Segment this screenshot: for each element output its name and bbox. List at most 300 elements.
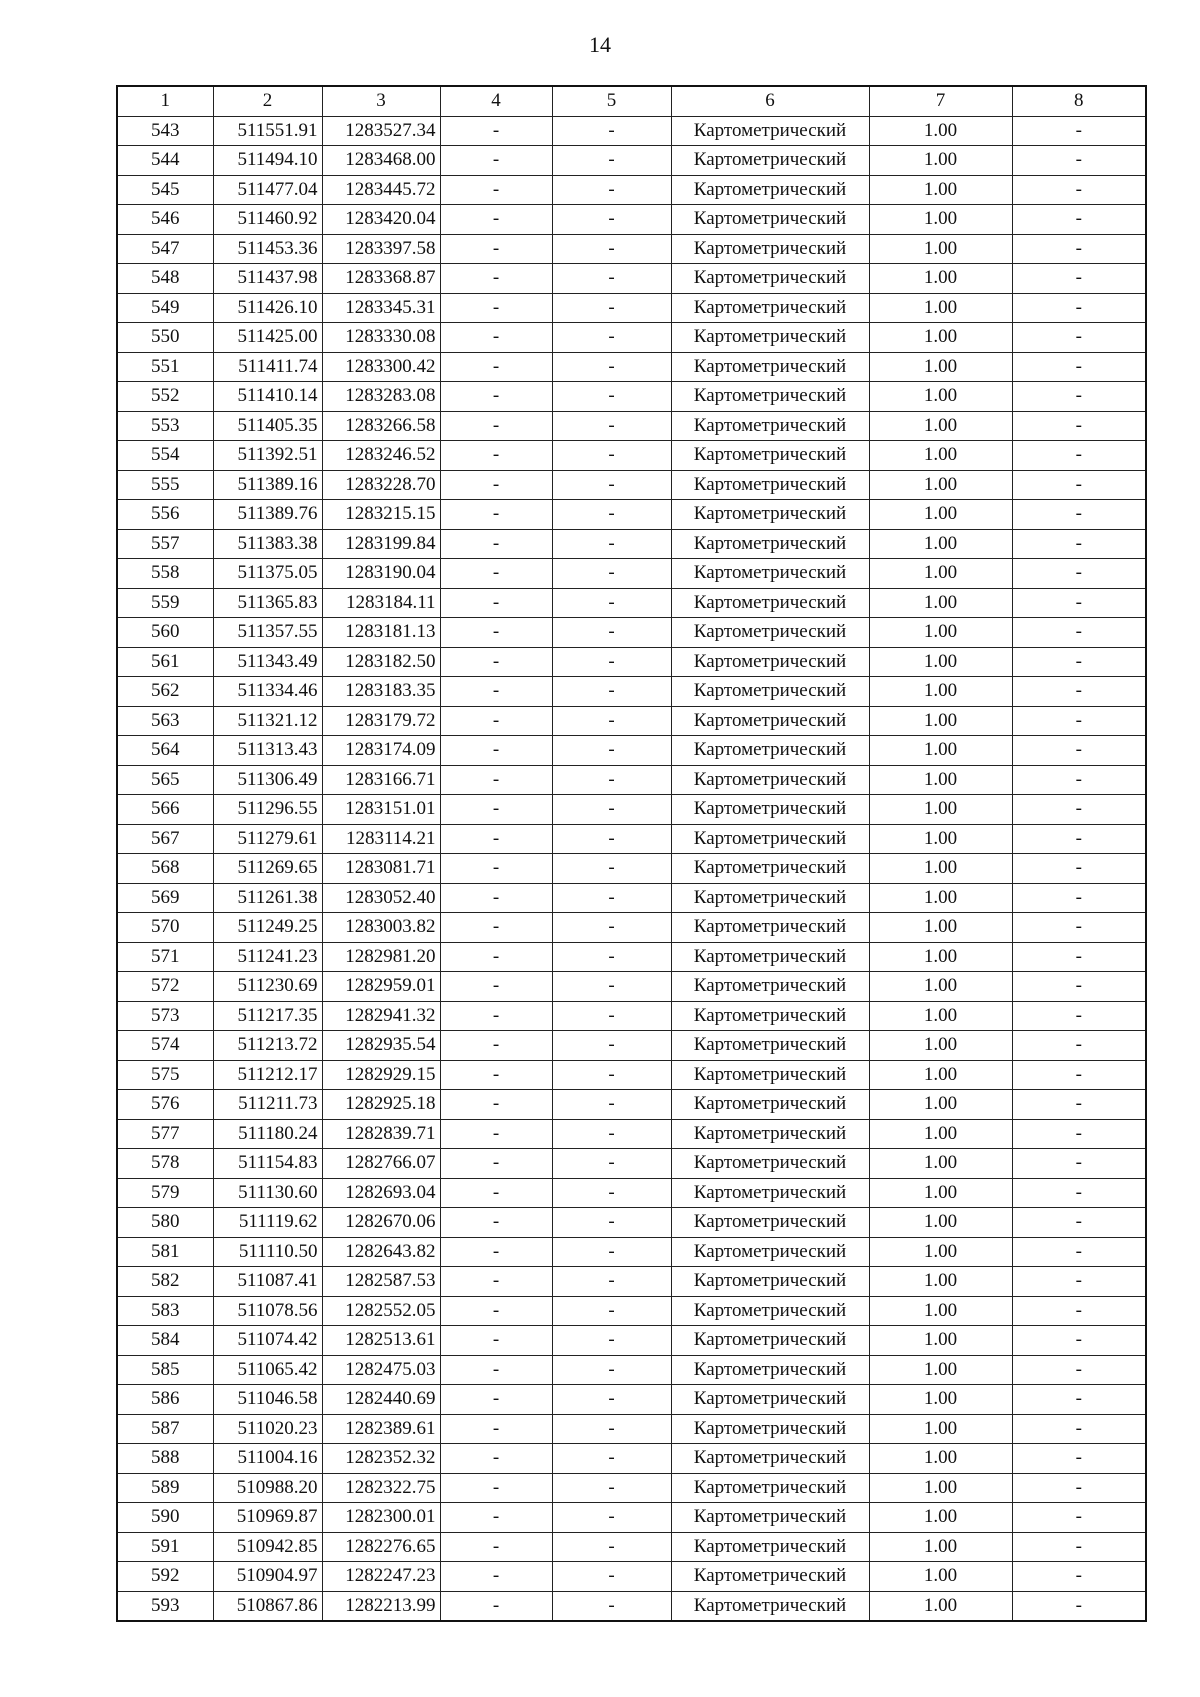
cell-point-number: 587 — [117, 1414, 213, 1444]
cell-point-number: 549 — [117, 293, 213, 323]
table-row — [117, 1267, 1146, 1297]
cell-col-8: - — [1012, 1473, 1146, 1503]
cell-coord-x: 511074.42 — [213, 1326, 322, 1356]
cell-point-number: 586 — [117, 1385, 213, 1415]
cell-point-number: 554 — [117, 441, 213, 471]
cell-col-5: - — [552, 854, 671, 884]
cell-coord-y: 1283215.15 — [322, 500, 440, 530]
cell-method: Картометрический — [671, 1060, 869, 1090]
cell-accuracy: 1.00 — [869, 264, 1012, 294]
cell-col-8: - — [1012, 470, 1146, 500]
cell-col-5: - — [552, 1326, 671, 1356]
table-body — [117, 116, 1146, 1621]
table-row — [117, 824, 1146, 854]
cell-accuracy: 1.00 — [869, 116, 1012, 146]
cell-col-8: - — [1012, 1178, 1146, 1208]
cell-coord-y: 1282925.18 — [322, 1090, 440, 1120]
cell-col-5: - — [552, 293, 671, 323]
table-row — [117, 470, 1146, 500]
cell-coord-x: 511453.36 — [213, 234, 322, 264]
table-row — [117, 854, 1146, 884]
cell-coord-y: 1282839.71 — [322, 1119, 440, 1149]
cell-coord-y: 1283420.04 — [322, 205, 440, 235]
cell-col-8: - — [1012, 795, 1146, 825]
cell-col-4: - — [440, 824, 552, 854]
cell-col-8: - — [1012, 765, 1146, 795]
cell-accuracy: 1.00 — [869, 942, 1012, 972]
cell-accuracy: 1.00 — [869, 1532, 1012, 1562]
column-header-4: 4 — [440, 86, 552, 116]
cell-col-8: - — [1012, 677, 1146, 707]
cell-point-number: 580 — [117, 1208, 213, 1238]
cell-method: Картометрический — [671, 500, 869, 530]
table-row — [117, 1178, 1146, 1208]
cell-method: Картометрический — [671, 588, 869, 618]
table-row — [117, 1532, 1146, 1562]
cell-accuracy: 1.00 — [869, 1119, 1012, 1149]
cell-point-number: 564 — [117, 736, 213, 766]
cell-col-8: - — [1012, 116, 1146, 146]
cell-col-5: - — [552, 1090, 671, 1120]
cell-col-4: - — [440, 500, 552, 530]
cell-accuracy: 1.00 — [869, 1296, 1012, 1326]
cell-point-number: 593 — [117, 1591, 213, 1621]
cell-col-5: - — [552, 824, 671, 854]
cell-coord-y: 1282587.53 — [322, 1267, 440, 1297]
table-row — [117, 500, 1146, 530]
cell-method: Картометрический — [671, 1503, 869, 1533]
cell-coord-x: 511313.43 — [213, 736, 322, 766]
cell-method: Картометрический — [671, 1119, 869, 1149]
cell-accuracy: 1.00 — [869, 1208, 1012, 1238]
cell-col-8: - — [1012, 293, 1146, 323]
cell-accuracy: 1.00 — [869, 1473, 1012, 1503]
cell-coord-x: 511425.00 — [213, 323, 322, 353]
cell-col-8: - — [1012, 529, 1146, 559]
table-row — [117, 706, 1146, 736]
cell-col-5: - — [552, 1296, 671, 1326]
cell-point-number: 550 — [117, 323, 213, 353]
cell-accuracy: 1.00 — [869, 529, 1012, 559]
cell-coord-y: 1283003.82 — [322, 913, 440, 943]
cell-coord-y: 1283228.70 — [322, 470, 440, 500]
cell-point-number: 577 — [117, 1119, 213, 1149]
cell-method: Картометрический — [671, 1149, 869, 1179]
cell-point-number: 559 — [117, 588, 213, 618]
cell-method: Картометрический — [671, 1355, 869, 1385]
cell-accuracy: 1.00 — [869, 1444, 1012, 1474]
cell-coord-y: 1282981.20 — [322, 942, 440, 972]
cell-point-number: 569 — [117, 883, 213, 913]
table-row — [117, 1503, 1146, 1533]
cell-point-number: 547 — [117, 234, 213, 264]
cell-coord-y: 1283266.58 — [322, 411, 440, 441]
cell-point-number: 590 — [117, 1503, 213, 1533]
cell-point-number: 589 — [117, 1473, 213, 1503]
cell-coord-x: 511211.73 — [213, 1090, 322, 1120]
cell-coord-x: 511411.74 — [213, 352, 322, 382]
cell-accuracy: 1.00 — [869, 1178, 1012, 1208]
cell-method: Картометрический — [671, 175, 869, 205]
cell-col-4: - — [440, 293, 552, 323]
cell-accuracy: 1.00 — [869, 1267, 1012, 1297]
table-row — [117, 1591, 1146, 1621]
cell-coord-x: 511296.55 — [213, 795, 322, 825]
cell-col-4: - — [440, 795, 552, 825]
cell-col-8: - — [1012, 1208, 1146, 1238]
table-row — [117, 323, 1146, 353]
cell-accuracy: 1.00 — [869, 706, 1012, 736]
cell-method: Картометрический — [671, 736, 869, 766]
cell-point-number: 567 — [117, 824, 213, 854]
cell-point-number: 552 — [117, 382, 213, 412]
cell-col-5: - — [552, 116, 671, 146]
cell-coord-y: 1282670.06 — [322, 1208, 440, 1238]
cell-accuracy: 1.00 — [869, 618, 1012, 648]
table-row — [117, 972, 1146, 1002]
table-row — [117, 1208, 1146, 1238]
cell-col-5: - — [552, 559, 671, 589]
cell-col-4: - — [440, 854, 552, 884]
cell-col-5: - — [552, 942, 671, 972]
cell-accuracy: 1.00 — [869, 854, 1012, 884]
cell-col-5: - — [552, 618, 671, 648]
cell-method: Картометрический — [671, 677, 869, 707]
cell-point-number: 570 — [117, 913, 213, 943]
cell-col-4: - — [440, 470, 552, 500]
table-row — [117, 765, 1146, 795]
cell-method: Картометрический — [671, 1591, 869, 1621]
cell-coord-y: 1282513.61 — [322, 1326, 440, 1356]
table-row — [117, 411, 1146, 441]
cell-col-5: - — [552, 883, 671, 913]
cell-point-number: 583 — [117, 1296, 213, 1326]
cell-col-8: - — [1012, 824, 1146, 854]
table-row — [117, 1001, 1146, 1031]
cell-col-4: - — [440, 883, 552, 913]
cell-point-number: 588 — [117, 1444, 213, 1474]
cell-accuracy: 1.00 — [869, 411, 1012, 441]
cell-method: Картометрический — [671, 411, 869, 441]
cell-col-8: - — [1012, 559, 1146, 589]
cell-coord-x: 511460.92 — [213, 205, 322, 235]
cell-coord-x: 511249.25 — [213, 913, 322, 943]
cell-method: Картометрический — [671, 382, 869, 412]
cell-method: Картометрический — [671, 234, 869, 264]
cell-col-5: - — [552, 352, 671, 382]
column-header-6: 6 — [671, 86, 869, 116]
cell-col-8: - — [1012, 264, 1146, 294]
cell-col-8: - — [1012, 411, 1146, 441]
cell-coord-x: 511241.23 — [213, 942, 322, 972]
cell-coord-x: 511375.05 — [213, 559, 322, 589]
cell-coord-y: 1283283.08 — [322, 382, 440, 412]
cell-col-5: - — [552, 972, 671, 1002]
cell-point-number: 585 — [117, 1355, 213, 1385]
cell-col-5: - — [552, 1178, 671, 1208]
cell-method: Картометрический — [671, 765, 869, 795]
cell-coord-x: 511217.35 — [213, 1001, 322, 1031]
cell-coord-x: 510904.97 — [213, 1562, 322, 1592]
cell-accuracy: 1.00 — [869, 588, 1012, 618]
cell-coord-x: 511212.17 — [213, 1060, 322, 1090]
cell-col-8: - — [1012, 1414, 1146, 1444]
cell-col-4: - — [440, 264, 552, 294]
cell-point-number: 545 — [117, 175, 213, 205]
cell-col-4: - — [440, 1119, 552, 1149]
cell-col-8: - — [1012, 1591, 1146, 1621]
cell-coord-y: 1283468.00 — [322, 146, 440, 176]
cell-coord-x: 511389.16 — [213, 470, 322, 500]
cell-point-number: 574 — [117, 1031, 213, 1061]
cell-col-4: - — [440, 1208, 552, 1238]
cell-point-number: 572 — [117, 972, 213, 1002]
cell-method: Картометрический — [671, 264, 869, 294]
column-header-3: 3 — [322, 86, 440, 116]
cell-point-number: 543 — [117, 116, 213, 146]
cell-coord-x: 511477.04 — [213, 175, 322, 205]
cell-method: Картометрический — [671, 618, 869, 648]
cell-col-4: - — [440, 1532, 552, 1562]
cell-col-8: - — [1012, 441, 1146, 471]
cell-point-number: 568 — [117, 854, 213, 884]
cell-coord-x: 511321.12 — [213, 706, 322, 736]
cell-col-8: - — [1012, 1237, 1146, 1267]
table-row — [117, 146, 1146, 176]
cell-coord-x: 511004.16 — [213, 1444, 322, 1474]
column-header-5: 5 — [552, 86, 671, 116]
table-row — [117, 1149, 1146, 1179]
cell-coord-x: 511087.41 — [213, 1267, 322, 1297]
table-row — [117, 1090, 1146, 1120]
cell-point-number: 563 — [117, 706, 213, 736]
column-header-8: 8 — [1012, 86, 1146, 116]
table-row — [117, 559, 1146, 589]
table-row — [117, 1296, 1146, 1326]
cell-col-5: - — [552, 1385, 671, 1415]
cell-method: Картометрический — [671, 1208, 869, 1238]
cell-coord-y: 1283345.31 — [322, 293, 440, 323]
table-row — [117, 1237, 1146, 1267]
cell-coord-x: 511119.62 — [213, 1208, 322, 1238]
cell-coord-y: 1283181.13 — [322, 618, 440, 648]
cell-coord-x: 511110.50 — [213, 1237, 322, 1267]
cell-point-number: 560 — [117, 618, 213, 648]
cell-method: Картометрический — [671, 293, 869, 323]
cell-col-4: - — [440, 1414, 552, 1444]
cell-accuracy: 1.00 — [869, 1326, 1012, 1356]
cell-method: Картометрический — [671, 1267, 869, 1297]
cell-coord-y: 1283179.72 — [322, 706, 440, 736]
cell-coord-y: 1282440.69 — [322, 1385, 440, 1415]
cell-coord-x: 511078.56 — [213, 1296, 322, 1326]
cell-col-4: - — [440, 1090, 552, 1120]
cell-col-5: - — [552, 913, 671, 943]
cell-accuracy: 1.00 — [869, 1562, 1012, 1592]
cell-method: Картометрический — [671, 942, 869, 972]
cell-col-8: - — [1012, 1385, 1146, 1415]
table-row — [117, 883, 1146, 913]
page-number: 14 — [589, 32, 611, 57]
cell-col-5: - — [552, 382, 671, 412]
cell-col-4: - — [440, 765, 552, 795]
cell-col-5: - — [552, 529, 671, 559]
table-row — [117, 1385, 1146, 1415]
cell-coord-x: 511261.38 — [213, 883, 322, 913]
cell-col-4: - — [440, 1001, 552, 1031]
cell-point-number: 576 — [117, 1090, 213, 1120]
cell-coord-y: 1282276.65 — [322, 1532, 440, 1562]
cell-coord-y: 1283190.04 — [322, 559, 440, 589]
cell-col-8: - — [1012, 352, 1146, 382]
cell-accuracy: 1.00 — [869, 1591, 1012, 1621]
cell-col-5: - — [552, 411, 671, 441]
cell-col-4: - — [440, 116, 552, 146]
cell-col-5: - — [552, 795, 671, 825]
table-row — [117, 264, 1146, 294]
cell-accuracy: 1.00 — [869, 913, 1012, 943]
table-row — [117, 205, 1146, 235]
cell-col-5: - — [552, 1591, 671, 1621]
table-row — [117, 175, 1146, 205]
cell-accuracy: 1.00 — [869, 1060, 1012, 1090]
cell-col-8: - — [1012, 1503, 1146, 1533]
cell-col-8: - — [1012, 323, 1146, 353]
cell-col-5: - — [552, 736, 671, 766]
cell-col-8: - — [1012, 1444, 1146, 1474]
cell-point-number: 561 — [117, 647, 213, 677]
cell-coord-y: 1282643.82 — [322, 1237, 440, 1267]
cell-coord-y: 1283183.35 — [322, 677, 440, 707]
cell-col-4: - — [440, 588, 552, 618]
cell-col-8: - — [1012, 854, 1146, 884]
cell-col-5: - — [552, 1473, 671, 1503]
cell-coord-y: 1282352.32 — [322, 1444, 440, 1474]
cell-method: Картометрический — [671, 205, 869, 235]
cell-coord-x: 511365.83 — [213, 588, 322, 618]
cell-accuracy: 1.00 — [869, 352, 1012, 382]
cell-col-4: - — [440, 175, 552, 205]
cell-method: Картометрический — [671, 529, 869, 559]
cell-col-4: - — [440, 1385, 552, 1415]
cell-method: Картометрический — [671, 1532, 869, 1562]
cell-coord-y: 1282300.01 — [322, 1503, 440, 1533]
cell-accuracy: 1.00 — [869, 824, 1012, 854]
cell-accuracy: 1.00 — [869, 765, 1012, 795]
cell-coord-x: 510867.86 — [213, 1591, 322, 1621]
cell-coord-y: 1283114.21 — [322, 824, 440, 854]
cell-accuracy: 1.00 — [869, 1031, 1012, 1061]
cell-col-4: - — [440, 618, 552, 648]
cell-col-5: - — [552, 1562, 671, 1592]
cell-point-number: 548 — [117, 264, 213, 294]
cell-coord-y: 1282475.03 — [322, 1355, 440, 1385]
cell-col-4: - — [440, 411, 552, 441]
cell-coord-x: 511551.91 — [213, 116, 322, 146]
cell-method: Картометрический — [671, 795, 869, 825]
cell-col-4: - — [440, 1355, 552, 1385]
cell-method: Картометрический — [671, 1178, 869, 1208]
cell-coord-y: 1283368.87 — [322, 264, 440, 294]
table-row — [117, 795, 1146, 825]
cell-coord-y: 1282322.75 — [322, 1473, 440, 1503]
cell-method: Картометрический — [671, 972, 869, 1002]
cell-accuracy: 1.00 — [869, 1237, 1012, 1267]
cell-coord-x: 511357.55 — [213, 618, 322, 648]
cell-coord-y: 1283052.40 — [322, 883, 440, 913]
cell-coord-x: 511494.10 — [213, 146, 322, 176]
cell-col-4: - — [440, 382, 552, 412]
cell-method: Картометрический — [671, 1326, 869, 1356]
cell-coord-y: 1283300.42 — [322, 352, 440, 382]
cell-coord-y: 1282941.32 — [322, 1001, 440, 1031]
table-row — [117, 1414, 1146, 1444]
table-row — [117, 1031, 1146, 1061]
cell-col-4: - — [440, 1562, 552, 1592]
cell-col-8: - — [1012, 1562, 1146, 1592]
cell-method: Картометрический — [671, 1237, 869, 1267]
cell-col-5: - — [552, 500, 671, 530]
table-row — [117, 913, 1146, 943]
cell-col-4: - — [440, 1267, 552, 1297]
cell-coord-y: 1283527.34 — [322, 116, 440, 146]
cell-method: Картометрический — [671, 1090, 869, 1120]
cell-accuracy: 1.00 — [869, 677, 1012, 707]
cell-col-8: - — [1012, 706, 1146, 736]
cell-col-4: - — [440, 1060, 552, 1090]
cell-coord-y: 1283397.58 — [322, 234, 440, 264]
cell-coord-y: 1283330.08 — [322, 323, 440, 353]
table-row — [117, 1444, 1146, 1474]
cell-accuracy: 1.00 — [869, 1149, 1012, 1179]
cell-col-8: - — [1012, 1532, 1146, 1562]
cell-accuracy: 1.00 — [869, 1414, 1012, 1444]
cell-col-4: - — [440, 913, 552, 943]
table-row — [117, 1119, 1146, 1149]
cell-accuracy: 1.00 — [869, 146, 1012, 176]
cell-point-number: 581 — [117, 1237, 213, 1267]
cell-coord-x: 511437.98 — [213, 264, 322, 294]
cell-col-5: - — [552, 441, 671, 471]
cell-col-4: - — [440, 529, 552, 559]
cell-col-8: - — [1012, 382, 1146, 412]
cell-coord-y: 1282247.23 — [322, 1562, 440, 1592]
cell-coord-x: 511046.58 — [213, 1385, 322, 1415]
cell-coord-y: 1282929.15 — [322, 1060, 440, 1090]
cell-coord-x: 511213.72 — [213, 1031, 322, 1061]
cell-accuracy: 1.00 — [869, 1503, 1012, 1533]
cell-coord-y: 1282213.99 — [322, 1591, 440, 1621]
cell-coord-x: 511180.24 — [213, 1119, 322, 1149]
cell-col-5: - — [552, 1237, 671, 1267]
cell-col-8: - — [1012, 175, 1146, 205]
cell-coord-y: 1283199.84 — [322, 529, 440, 559]
cell-coord-x: 511279.61 — [213, 824, 322, 854]
cell-col-8: - — [1012, 1149, 1146, 1179]
cell-coord-x: 510969.87 — [213, 1503, 322, 1533]
cell-point-number: 555 — [117, 470, 213, 500]
table-row — [117, 116, 1146, 146]
cell-col-5: - — [552, 706, 671, 736]
cell-coord-x: 511410.14 — [213, 382, 322, 412]
cell-point-number: 553 — [117, 411, 213, 441]
cell-accuracy: 1.00 — [869, 883, 1012, 913]
cell-col-5: - — [552, 647, 671, 677]
cell-point-number: 579 — [117, 1178, 213, 1208]
cell-method: Картометрический — [671, 352, 869, 382]
cell-coord-x: 510988.20 — [213, 1473, 322, 1503]
cell-method: Картометрический — [671, 559, 869, 589]
